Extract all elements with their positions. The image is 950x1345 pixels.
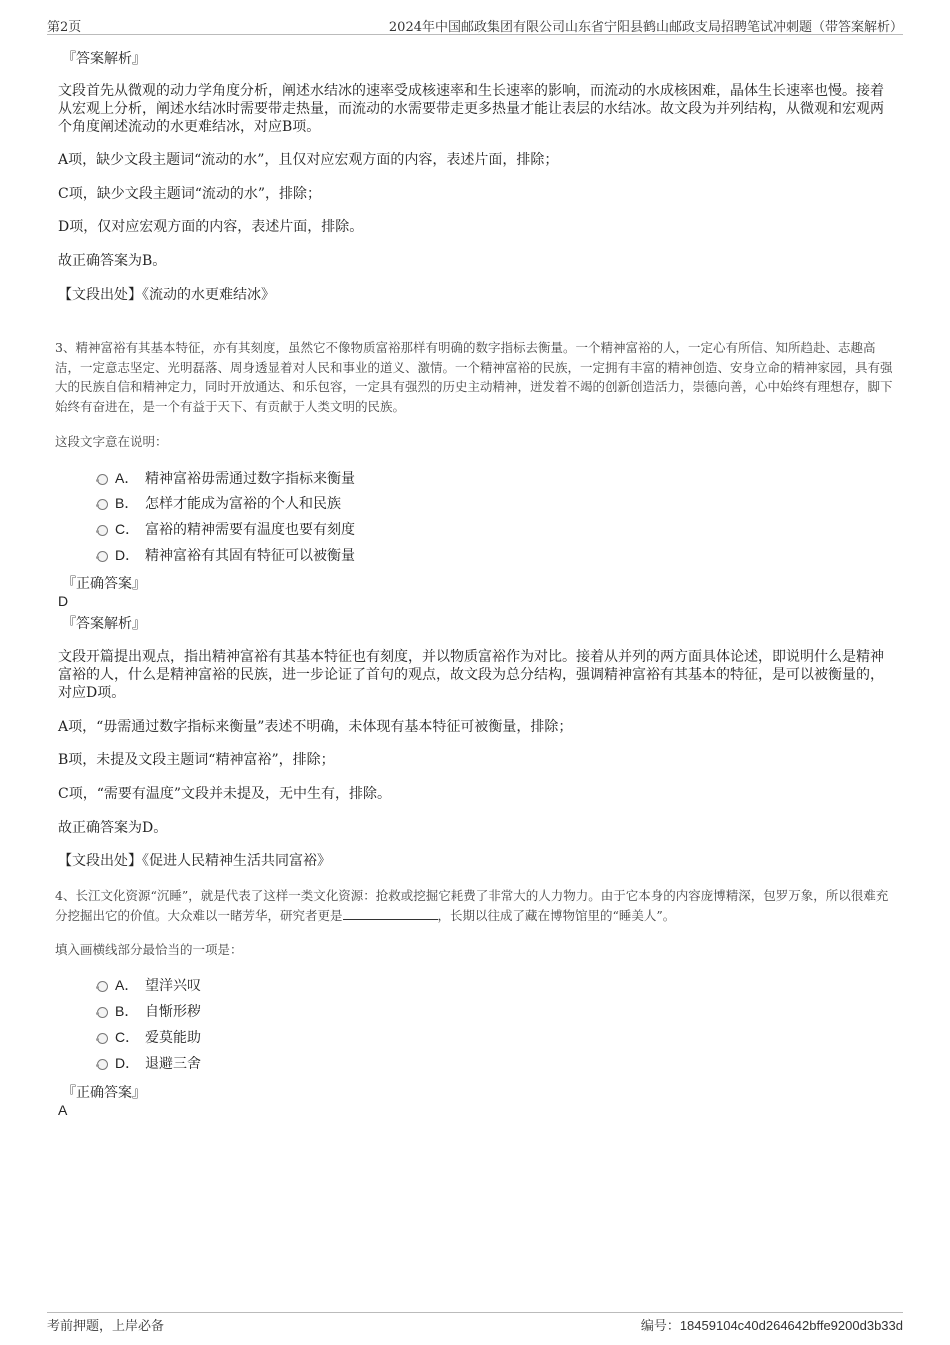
q2-note-d: D项，仅对应宏观方面的内容，表述片面，排除。 — [58, 219, 364, 235]
q2-analysis-text: 文段首先从微观的动力学角度分析，阐述水结冰的速率受成核速率和生长速率的影响，而流动的水成核困难，晶体生长速率也慢。接着从宏观上分析，阐述水结冰时需要带走热量，而流动的水需要带走更多热量才能让表层的水结冰。故文段为并列结构，从微观和宏观两个角度阐述流动的水更难结冰，对应B项。 — [58, 83, 884, 135]
footer-slogan: 考前押题，上岸必备 — [47, 1319, 165, 1334]
q3-correct-label: 『正确答案』 — [62, 576, 146, 592]
q2-analysis-label: 『答案解析』 — [62, 51, 146, 67]
radio-icon[interactable] — [97, 1059, 108, 1070]
page-header — [47, 14, 903, 35]
q4-correct-label: 『正确答案』 — [62, 1085, 146, 1101]
q3-question: 这段文字意在说明： — [55, 434, 168, 449]
q2-source: 【文段出处】《流动的水更难结冰》 — [58, 287, 275, 303]
page-footer — [47, 1312, 903, 1337]
q3-stem: 3、精神富裕有其基本特征，亦有其刻度，虽然它不像物质富裕那样有明确的数字指标去衡量。一个精神富裕的人，一定心有所信、知所趋赴、志趣高洁，一定意志坚定、光明磊落、周身透显着对人民和事业的道义、激情。一个精神富裕的民族，一定拥有丰富的精神创造、安身立命的精神家园，具有强大的民族自信和精神定力，同时开放通达、和乐包容，一定具有强烈的历史主动精神，迸发着不竭的创新创造活力，崇德向善，心中始终有理想存，脚下始终有奋进在，是一个有益于天下、有贡献于人类文明的民族。 — [55, 340, 893, 414]
q2-note-a: A项，缺少文段主题词“流动的水”，且仅对应宏观方面的内容，表述片面，排除； — [58, 152, 559, 168]
footer-serial: 编号：18459104c40d264642bffe9200d3b33d — [640, 1318, 903, 1334]
radio-icon[interactable] — [97, 981, 108, 992]
page-number: 第2页 — [47, 20, 82, 35]
q3-correct-answer: D — [58, 593, 69, 609]
radio-icon[interactable] — [97, 525, 108, 536]
radio-icon[interactable] — [97, 551, 108, 562]
q3-note-c: C项，“需要有温度”文段并未提及，无中生有，排除。 — [58, 786, 392, 802]
q4-question: 填入画横线部分最恰当的一项是： — [55, 942, 243, 957]
fill-blank — [343, 907, 438, 920]
radio-icon[interactable] — [97, 1033, 108, 1044]
q2-conclusion: 故正确答案为B。 — [58, 253, 167, 269]
q3-note-a: A项，“毋需通过数字指标来衡量”表述不明确，未体现有基本特征可被衡量，排除； — [58, 719, 573, 735]
q3-note-b: B项，未提及文段主题词“精神富裕”，排除； — [58, 752, 335, 768]
q2-note-c: C项，缺少文段主题词“流动的水”，排除； — [58, 186, 322, 202]
q3-source: 【文段出处】《促进人民精神生活共同富裕》 — [58, 853, 331, 869]
document-title: 2024年中国邮政集团有限公司山东省宁阳县鹤山邮政支局招聘笔试冲刺题（带答案解析） — [388, 20, 903, 35]
q4-correct-answer: A — [58, 1102, 68, 1118]
q3-analysis-label: 『答案解析』 — [62, 616, 146, 632]
q3-analysis-text: 文段开篇提出观点，指出精神富裕有其基本特征也有刻度，并以物质富裕作为对比。接着从并列的两方面具体论述，即说明什么是精神富裕的人，什么是精神富裕的民族，进一步论证了首句的观点，故文段为总分结构，强调精神富裕有其基本的特征，是可以被衡量的，对应D项。 — [58, 649, 884, 701]
radio-icon[interactable] — [97, 499, 108, 510]
radio-icon[interactable] — [97, 1007, 108, 1018]
q4-stem: 4、长江文化资源“沉睡”，就是代表了这样一类文化资源：抢救或挖掘它耗费了非常大的人力物力。由于它本身的内容庞博精深，包罗万象，所以很难充分挖掘出它的价值。大众难以一睹芳华，研究者更是 ，长期以往成了藏在博物馆里的“睡美人”。 — [55, 888, 889, 923]
q3-conclusion: 故正确答案为D。 — [58, 820, 168, 836]
radio-icon[interactable] — [97, 474, 108, 485]
